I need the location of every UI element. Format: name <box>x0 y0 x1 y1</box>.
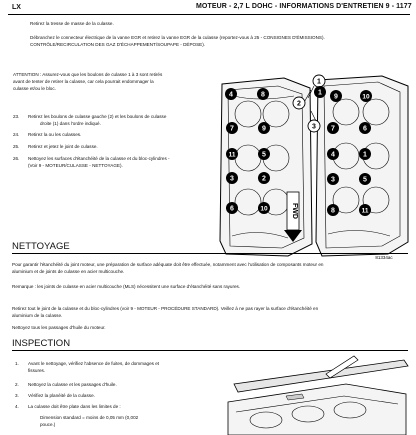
left-bolt-3: 3 <box>230 175 234 183</box>
cylinder-head-flatness-illustration <box>226 354 412 435</box>
inspection-step-4-line1: La culasse doit être plate dans les limites de : <box>28 404 121 409</box>
nettoyage-p3-line1: Retirez tout le joint de la culasse et du bloc-cylindres (voir 9 - MOTEUR - PROCÉDURE STANDARD). Veillez à ne pas rayer la surface d'étanchéité en <box>12 306 319 311</box>
fwd-label: FWD <box>291 203 298 219</box>
right-bolt-8: 8 <box>331 207 335 215</box>
nettoyage-p1-line2: aluminium et de joints de culasse en acier multicouche. <box>12 269 125 274</box>
right-bolt-11: 11 <box>361 207 369 215</box>
right-bolt-1b: 1 <box>363 151 367 159</box>
section-heading-nettoyage: NETTOYAGE <box>12 241 70 252</box>
right-bolt-10: 10 <box>362 93 370 101</box>
left-bolt-6: 6 <box>230 205 234 213</box>
intro-step-b-line1: Débranchez le connecteur électrique de la vanne EGR et retirez la vanne EGR de la culasse (reportez-vous à 25 - CONSIGNES D'ÉMISSIONS). <box>30 35 325 40</box>
step-26-line1: Nettoyez les surfaces d'étanchéité de la culasse et du bloc-cylindres - <box>28 156 170 161</box>
left-bolt-8: 8 <box>261 91 265 99</box>
inspection-spec-line2: pouce.) <box>40 422 56 427</box>
step-25-num: 25. <box>13 144 20 149</box>
page-title: MOTEUR - 2,7 L DOHC - INFORMATIONS D'ENTRETIEN 9 - 1177 <box>196 3 412 10</box>
nettoyage-p1-line1: Pour garantir l'étanchéité du joint moteur, une préparation de surface adéquate doit être effectuée, notamment avec l'utilisation de composants moteur en <box>12 262 324 267</box>
nettoyage-p4: Nettoyez tous les passages d'huile du moteur. <box>12 325 106 330</box>
nettoyage-p2: Remarque : les joints de culasse en acier multicouche (MLS) nécessitent une surface d'étanchéité sans rayures. <box>12 284 241 289</box>
cylinder-head-bolt-diagram <box>218 66 412 262</box>
attention-line1: ATTENTION : Assurez-vous que les boulons de culasse 1 à 3 sont retirés <box>13 72 163 77</box>
step-23-line1: Retirez les boulons de culasse gauche (2) et les boulons de culasse <box>28 114 167 119</box>
header-model: LX <box>12 4 21 11</box>
inspection-rule <box>12 350 408 351</box>
inspection-step-4-num: 4. <box>15 404 19 409</box>
inspection-spec-line1: Dimension standard = moins de 0,05 mm (0,002 <box>40 415 139 420</box>
inspection-step-3-line1: Vérifiez la planéité de la culasse. <box>28 393 95 398</box>
right-bolt-7: 7 <box>331 125 335 133</box>
inspection-step-1-line2: fissures. <box>28 368 46 373</box>
callout-2: 2 <box>297 100 301 108</box>
left-bolt-11: 11 <box>228 151 236 159</box>
inspection-step-1-num: 1. <box>15 361 19 366</box>
step-25-line1: Retirez et jetez le joint de culasse. <box>28 144 98 149</box>
left-bolt-7: 7 <box>230 125 234 133</box>
step-23-line2: droite (1) dans l'ordre indiqué. <box>40 121 101 126</box>
attention-line2: avant de tenter de retirer la culasse, car cela pourrait endommager la <box>13 79 154 84</box>
left-bolt-10: 10 <box>260 205 268 213</box>
right-bolt-4: 4 <box>331 151 335 159</box>
intro-step-a: Retirez la tresse de masse de la culasse. <box>30 21 114 26</box>
inspection-step-1-line1: Avant le nettoyage, vérifiez l'absence de fuites, de dommages et <box>28 361 160 366</box>
intro-step-b-line2: CONTRÔLE/RECIRCULATION DES GAZ D'ÉCHAPPEMENT/SOUPAPE - DÉPOSE). <box>30 42 206 47</box>
left-bolt-2: 2 <box>262 175 266 183</box>
callout-3: 3 <box>312 123 316 131</box>
right-cylinder-head <box>316 76 408 256</box>
header-rule <box>8 14 410 15</box>
right-bolt-1: 1 <box>318 89 322 97</box>
right-bolt-3: 3 <box>331 176 335 184</box>
left-bolt-4: 4 <box>229 91 233 99</box>
figure-id: 81334ac <box>375 255 393 260</box>
left-bolt-5: 5 <box>262 151 266 159</box>
inspection-step-2-num: 2. <box>15 382 19 387</box>
step-23-num: 23. <box>13 114 20 119</box>
callout-1: 1 <box>317 78 321 86</box>
inspection-step-3-num: 3. <box>15 393 19 398</box>
right-bolt-5: 5 <box>363 176 367 184</box>
nettoyage-rule <box>12 253 408 254</box>
attention-line3: culasse et/ou le bloc. <box>13 86 56 91</box>
step-24-line1: Retirez la ou les culasses. <box>28 132 82 137</box>
right-bolt-6: 6 <box>363 125 367 133</box>
right-bolt-9: 9 <box>334 93 338 101</box>
section-heading-inspection: INSPECTION <box>12 338 71 349</box>
step-24-num: 24. <box>13 132 20 137</box>
step-26-line2: (Voir 9 - MOTEUR/CULASSE - NETTOYAGE). <box>28 163 123 168</box>
inspection-step-2-line1: Nettoyez la culasse et les passages d'huile. <box>28 382 117 387</box>
step-26-num: 26. <box>13 156 20 161</box>
nettoyage-p3-line2: aluminium de la culasse. <box>12 313 63 318</box>
left-bolt-9: 9 <box>262 125 266 133</box>
